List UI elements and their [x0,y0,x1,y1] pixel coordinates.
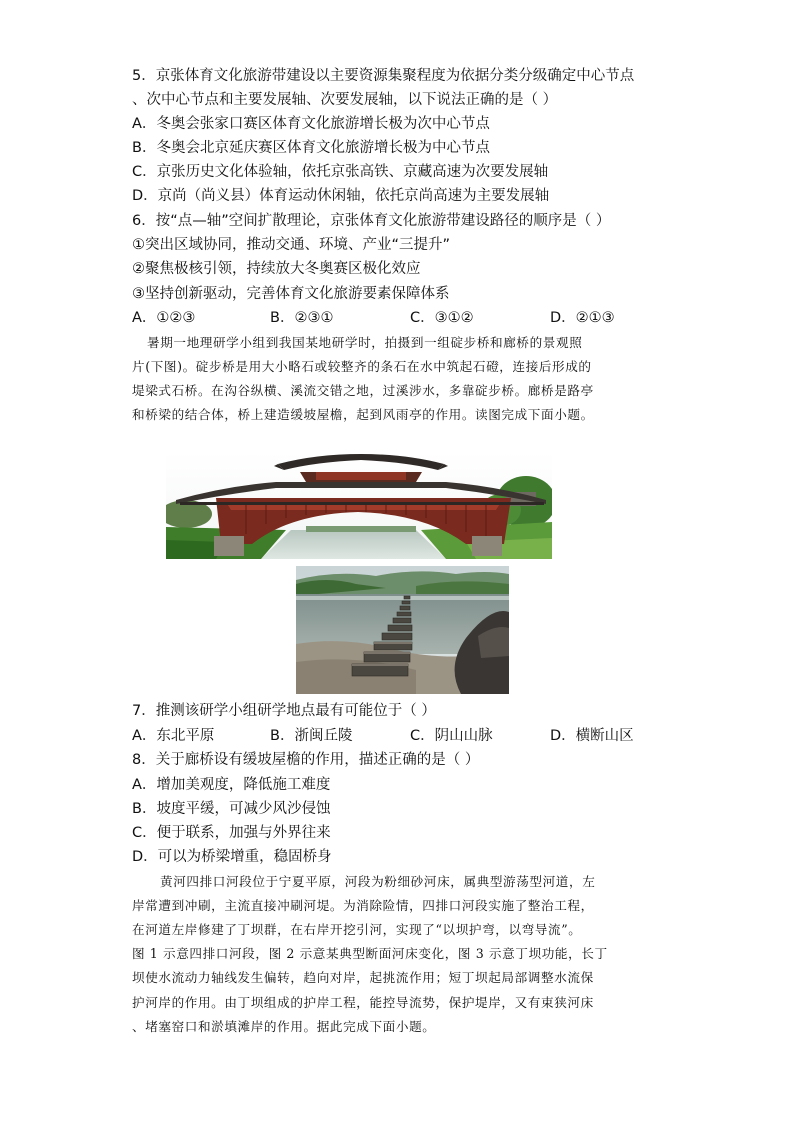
q8-option-b: B．坡度平缓，可减少风沙侵蚀 [132,801,331,817]
q6-option-a: A．①②③ [132,310,196,326]
passage2-line3: 在河道左岸修建了丁坝群，在右岸开挖引河，实现了“以坝护弯，以弯导流”。 [132,922,582,937]
stepping-stone-bridge-photo [296,566,509,694]
q6-option-c: C．③①② [410,310,474,326]
q8-stem: 8．关于廊桥设有缓坡屋檐的作用，描述正确的是（ ） [132,752,480,768]
q6-statement-3: ③坚持创新驱动，完善体育文化旅游要素保障体系 [132,286,450,302]
passage2-line6: 护河岸的作用。由丁坝组成的护岸工程，能控导流势，保护堤岸，又有束狭河床 [132,995,594,1010]
passage2-line2: 岸常遭到冲刷，主流直接冲刷河堤。为消除险情，四排口河段实施了整治工程， [132,898,594,913]
q5-option-b: B．冬奥会北京延庆赛区体育文化旅游增长极为中心节点 [132,140,490,156]
passage1-line2: 片(下图)。碇步桥是用大小略石或较整齐的条石在水中筑起石磴，连接后形成的 [132,359,592,374]
q6-statement-1: ①突出区域协同，推动交通、环境、产业“三提升” [132,237,451,253]
q6-option-d: D．②①③ [550,310,615,326]
passage2-line1: 黄河四排口河段位于宁夏平原，河段为粉细砂河床，属典型游荡型河道，左 [160,874,596,889]
q7-option-b: B．浙闽丘陵 [270,728,353,744]
q5-stem-line1: 5．京张体育文化旅游带建设以主要资源集聚程度为依据分类分级确定中心节点 [132,68,635,84]
passage1-line1: 暑期一地理研学小组到我国某地研学时，拍摄到一组碇步桥和廊桥的景观照 [147,335,583,350]
passage2-line5: 坝使水流动力轴线发生偏转，趋向对岸，起挑流作用；短丁坝起局部调整水流保 [132,970,594,985]
covered-bridge-photo [166,452,552,559]
q8-option-a: A．增加美观度，降低施工难度 [132,777,331,793]
passage1-line3: 堤梁式石桥。在沟谷纵横、溪流交错之地，过溪涉水，多靠碇步桥。廊桥是路亭 [132,383,594,398]
passage1-line4: 和桥梁的结合体，桥上建造缓坡屋檐，起到风雨亭的作用。读图完成下面小题。 [132,407,594,422]
q8-option-d: D．可以为桥梁增重，稳固桥身 [132,849,332,865]
q6-stem: 6．按“点—轴”空间扩散理论，京张体育文化旅游带建设路径的顺序是（ ） [132,213,611,229]
q6-statement-2: ②聚焦极核引领，持续放大冬奥赛区极化效应 [132,261,421,277]
q6-option-b: B．②③① [270,310,334,326]
q5-option-a: A．冬奥会张家口赛区体育文化旅游增长极为次中心节点 [132,116,490,132]
q7-option-a: A．东北平原 [132,728,215,744]
q5-stem-line2: 、次中心节点和主要发展轴、次要发展轴，以下说法正确的是（ ） [132,92,558,108]
q5-option-d: D．京尚（尚义县）体育运动休闲轴，依托京尚高速为主要发展轴 [132,188,550,204]
q7-stem: 7．推测该研学小组研学地点最有可能位于（ ） [132,703,436,719]
q5-option-c: C．京张历史文化体验轴，依托京张高铁、京藏高速为次要发展轴 [132,164,549,180]
passage2-line7: 、堵塞窑口和淤填滩岸的作用。据此完成下面小题。 [132,1019,436,1034]
passage2-line4: 图 1 示意四排口河段，图 2 示意某典型断面河床变化，图 3 示意丁坝功能，长丁 [132,946,608,961]
q7-option-c: C．阴山山脉 [410,728,493,744]
q8-option-c: C．便于联系，加强与外界往来 [132,825,331,841]
q7-option-d: D．横断山区 [550,728,634,744]
